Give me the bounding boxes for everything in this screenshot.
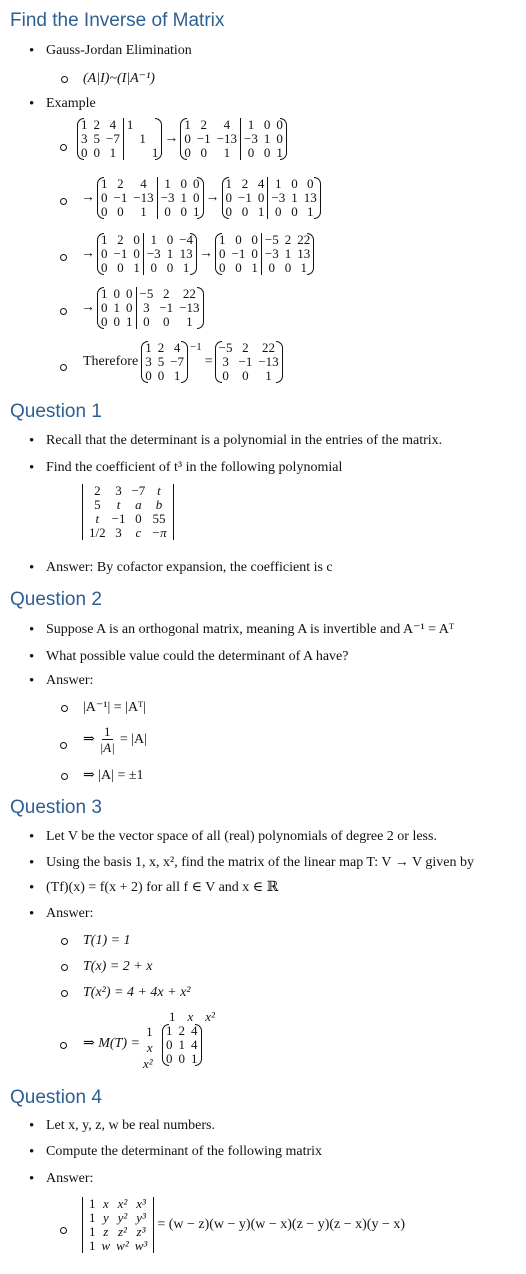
matrix-cell: 1 <box>89 1210 96 1225</box>
matrix-cell: 0 <box>193 190 200 205</box>
matrix-cell: 0 <box>178 1051 185 1066</box>
matrix-row <box>216 261 313 275</box>
matrix-cell: −5 <box>218 340 233 355</box>
matrix-cell: 1 <box>151 145 159 160</box>
matrix-cell: 2 <box>157 340 165 355</box>
matrix-cell: −5 <box>136 287 156 301</box>
matrix-cell: 2 <box>178 1023 185 1038</box>
arrow: → <box>81 190 95 205</box>
matrix-cell: 1 <box>143 233 163 247</box>
row-label: 1 <box>146 1024 153 1039</box>
matrix-cell: 22 <box>297 232 311 247</box>
matrix-cell: 1 <box>225 176 233 191</box>
matrix-augmented-final <box>98 287 203 329</box>
matrix-cell: 2 <box>117 232 124 247</box>
matrix-cell: z² <box>117 1224 127 1239</box>
matrix-cell: w² <box>116 1238 129 1253</box>
matrix-cell: x³ <box>136 1196 146 1211</box>
matrix-row <box>216 247 313 261</box>
matrix-cell: −1 <box>113 190 128 205</box>
matrix-cell: 0 <box>163 314 170 329</box>
matrix-cell: 2 <box>93 117 100 132</box>
matrix-cell <box>136 118 149 132</box>
matrix-cell: 0 <box>257 190 265 205</box>
matrix-cell: 1 <box>284 246 292 261</box>
q4-let: • Let x, y, z, w be real numbers. <box>46 1117 215 1135</box>
matrix-cell: 1 <box>109 145 117 160</box>
matrix-cell: 0 <box>291 176 298 191</box>
matrix-cell: t <box>95 511 100 526</box>
matrix-cell: 1 <box>81 117 88 132</box>
matrix-cell: 1 <box>145 340 152 355</box>
matrix-cell: 1 <box>300 260 307 275</box>
matrix-cell: 13 <box>297 246 311 261</box>
q3-s1: T(1) = 1 <box>83 933 131 948</box>
therefore-label: Therefore <box>83 354 139 369</box>
matrix-cell: 0 <box>81 145 88 160</box>
matrix-cell: 0 <box>101 204 108 219</box>
matrix-cell: −1 <box>238 190 252 205</box>
matrix-cell: 0 <box>263 145 271 160</box>
matrix-row <box>223 177 320 191</box>
matrix-augmented-start <box>78 118 161 160</box>
matrix-row <box>98 177 203 191</box>
matrix-cell: 22 <box>262 340 276 355</box>
matrix-augmented-step6 <box>216 233 313 275</box>
matrix-cell: 1/2 <box>89 525 106 540</box>
matrix-cell: −7 <box>170 354 185 369</box>
matrix-cell: 0 <box>180 204 188 219</box>
matrix-row <box>98 191 203 205</box>
matrix-cell: 0 <box>126 300 133 315</box>
matrix-cell: 0 <box>241 204 249 219</box>
matrix-cell: 0 <box>157 205 177 219</box>
matrix-cell: −1 <box>238 354 253 369</box>
column-label: x <box>187 1009 194 1024</box>
matrix-cell: 0 <box>276 131 283 146</box>
matrix-cell: 1 <box>123 118 136 132</box>
matrix-row <box>216 355 282 369</box>
matrix-cell: 0 <box>276 117 283 132</box>
matrix-cell: −1 <box>159 300 174 315</box>
q3-mt-label: ⇒ M(T) = <box>83 1036 140 1051</box>
matrix-row <box>78 118 161 132</box>
q3-let: • Let V be the vector space of all (real) polynomials of degree 2 or less. <box>46 828 437 846</box>
matrix-cell: 0 <box>200 145 208 160</box>
row-label: x² <box>143 1056 153 1071</box>
matrix-cell: 1 <box>133 260 140 275</box>
arrow: → <box>205 190 220 205</box>
matrix-cell: 1 <box>265 368 272 383</box>
q2-suppose: • Suppose A is an orthogonal matrix, meaning A is invertible and A⁻¹ = Aᵀ <box>46 621 454 639</box>
matrix-cell: 0 <box>143 261 163 275</box>
matrix-augmented-step4 <box>223 177 320 219</box>
matrix-cell: 13 <box>303 190 317 205</box>
matrix-cell: 0 <box>261 261 281 275</box>
matrix-cell: 0 <box>166 260 174 275</box>
matrix-cell: 1 <box>89 1224 96 1239</box>
q2-implies: ⇒ <box>83 732 95 747</box>
matrix-cell: 1 <box>184 117 191 132</box>
matrix-cell: 0 <box>193 176 200 191</box>
matrix-cell: 0 <box>101 190 108 205</box>
matrix-cell: 1 <box>223 145 231 160</box>
matrix-cell: 1 <box>186 314 193 329</box>
matrix-cell: −7 <box>131 483 146 498</box>
matrix-cell: −13 <box>258 354 279 369</box>
matrix-cell: 4 <box>173 340 181 355</box>
matrix-row <box>181 146 286 160</box>
matrix-cell: 0 <box>291 204 298 219</box>
matrix-cell: −13 <box>133 190 154 205</box>
matrix-cell: 0 <box>219 246 226 261</box>
matrix-cell: 1 <box>251 260 258 275</box>
q3-def: • (Tf)(x) = f(x + 2) for all f ∈ V and x ∈ ℝ <box>46 879 278 897</box>
matrix-cell: 2 <box>163 286 170 301</box>
matrix-cell: 0 <box>251 232 258 247</box>
matrix-cell: 5 <box>94 497 101 512</box>
q3-col-labels <box>163 1010 221 1024</box>
matrix-row <box>78 146 161 160</box>
matrix-cell: −1 <box>111 511 126 526</box>
q2-eq: = |A| <box>119 731 147 747</box>
matrix-cell: −1 <box>231 246 246 261</box>
example-row2 <box>78 177 320 219</box>
matrix-row <box>86 1211 150 1225</box>
matrix-row <box>86 526 170 540</box>
matrix-cell: 1 <box>291 190 298 205</box>
matrix-cell: 0 <box>263 117 271 132</box>
matrix-inverse <box>216 341 282 383</box>
matrix-cell: 0 <box>101 260 108 275</box>
matrix-cell: 1 <box>139 131 146 146</box>
matrix-cell: 1 <box>101 232 108 247</box>
matrix-cell: 0 <box>133 232 140 247</box>
matrix-cell: 1 <box>173 368 181 383</box>
matrix-cell: 0 <box>184 145 191 160</box>
matrix-cell: 1 <box>193 204 200 219</box>
arrow: → <box>164 131 179 146</box>
matrix-row <box>216 233 313 247</box>
matrix-cell: 1 <box>276 145 283 160</box>
q2-step2 <box>83 724 147 755</box>
matrix-cell: 1 <box>191 1051 198 1066</box>
arrow: → <box>81 300 95 315</box>
matrix-row <box>181 132 286 146</box>
matrix-cell: 0 <box>113 314 120 329</box>
matrix-cell: −7 <box>106 131 120 146</box>
q4-compute: • Compute the determinant of the following matrix <box>46 1143 322 1161</box>
matrix-cell: 0 <box>284 260 292 275</box>
matrix-cell: 2 <box>241 176 249 191</box>
matrix-cell: −1 <box>113 246 128 261</box>
matrix-cell: −1 <box>196 131 211 146</box>
matrix-cell: 3 <box>222 354 229 369</box>
q3-s2: T(x) = 2 + x <box>83 959 153 974</box>
arrow: → <box>199 246 214 261</box>
q1-answer: • Answer: By cofactor expansion, the coefficient is c <box>46 559 333 577</box>
q2-what: • What possible value could the determinant of A have? <box>46 648 348 666</box>
q4-determinant-row <box>82 1197 408 1253</box>
matrix-cell: 1 <box>180 190 188 205</box>
matrix-cell <box>123 132 136 146</box>
matrix-cell: 1 <box>219 232 226 247</box>
matrix-row <box>86 1225 150 1239</box>
matrix-cell: 3 <box>115 525 122 540</box>
matrix-cell: 1 <box>182 260 190 275</box>
matrix-cell: 0 <box>251 246 258 261</box>
matrix-cell: 0 <box>219 260 226 275</box>
matrix-cell: 1 <box>89 1238 96 1253</box>
matrix-cell: 1 <box>306 204 314 219</box>
matrix-cell: −3 <box>143 247 163 261</box>
q2-step1: |A⁻¹| = |Aᵀ| <box>83 700 146 715</box>
heading-question-2: Question 2 <box>10 589 102 610</box>
matrix-cell: 1 <box>257 204 265 219</box>
matrix-cell: 0 <box>166 1037 173 1052</box>
matrix-cell: 0 <box>133 246 140 261</box>
q3-using: • Using the basis 1, x, x², find the matrix of the linear map T: V → V given by <box>46 854 474 872</box>
matrix-row <box>86 512 170 526</box>
row-label: x <box>146 1040 153 1055</box>
matrix-cell: 22 <box>182 286 196 301</box>
matrix-cell: 1 <box>101 286 108 301</box>
matrix-cell: 1 <box>178 1037 185 1052</box>
matrix-cell: c <box>135 525 142 540</box>
matrix-row <box>98 205 203 219</box>
matrix-cell: 1 <box>166 246 174 261</box>
matrix-cell: 0 <box>268 205 288 219</box>
matrix-cell: y³ <box>136 1210 146 1225</box>
matrix-row <box>98 301 203 315</box>
matrix-cell: 0 <box>157 368 165 383</box>
matrix-cell: 0 <box>235 232 242 247</box>
matrix-cell: 1 <box>126 314 133 329</box>
matrix-cell: −3 <box>261 247 281 261</box>
matrix-cell: w³ <box>134 1238 148 1253</box>
q1-find: • Find the coefficient of t³ in the following polynomial <box>46 459 342 477</box>
matrix-row <box>181 118 286 132</box>
matrix-row <box>216 341 282 355</box>
heading-inverse: Find the Inverse of Matrix <box>10 10 225 31</box>
matrix-cell: y² <box>117 1210 128 1225</box>
matrix-row <box>98 247 196 261</box>
matrix-cell: 2 <box>242 340 249 355</box>
matrix-cell: 0 <box>117 260 124 275</box>
matrix-cell: 4 <box>140 176 147 191</box>
inverse-exponent: −1 <box>190 341 202 353</box>
matrix-cell: x² <box>117 1196 128 1211</box>
matrix-row <box>86 1197 150 1211</box>
matrix-cell: 1 <box>101 176 108 191</box>
matrix-row <box>223 205 320 219</box>
q2-fraction: $\frac{1}{|A|}$ <box>99 724 115 755</box>
matrix-cell: 1 <box>113 300 120 315</box>
matrix-cell: 2 <box>284 232 292 247</box>
matrix-row <box>78 132 161 146</box>
matrix-cell: z³ <box>136 1224 146 1239</box>
q3-matrix <box>163 1024 201 1066</box>
matrix-cell: 0 <box>93 145 100 160</box>
matrix-cell: 4 <box>191 1023 198 1038</box>
matrix-original <box>142 341 187 383</box>
q2-answer: • Answer: <box>46 672 93 690</box>
matrix-cell: 0 <box>166 1051 173 1066</box>
matrix-cell: 0 <box>180 176 188 191</box>
matrix-cell: 1 <box>89 1196 96 1211</box>
q3-row-labels <box>142 1024 156 1072</box>
matrix-cell: w <box>101 1238 111 1253</box>
matrix-cell: 3 <box>81 131 88 146</box>
heading-question-3: Question 3 <box>10 797 102 818</box>
matrix-row <box>86 498 170 512</box>
matrix-cell: −π <box>151 525 167 540</box>
matrix-cell: 2 <box>200 117 208 132</box>
matrix-cell: 1 <box>268 177 288 191</box>
q1-determinant <box>82 484 174 540</box>
q2-step3: ⇒ |A| = ±1 <box>83 768 144 783</box>
matrix-cell: 55 <box>152 511 166 526</box>
matrix-row <box>98 287 203 301</box>
equals-sign: = <box>204 354 213 369</box>
matrix-cell: −13 <box>179 300 200 315</box>
matrix-row <box>86 484 170 498</box>
matrix-cell: 1 <box>263 131 271 146</box>
q4-answer: • Answer: <box>46 1170 93 1188</box>
matrix-cell: 0 <box>166 232 174 247</box>
matrix-cell: 2 <box>117 176 124 191</box>
matrix-cell: 4 <box>257 176 265 191</box>
matrix-cell: 0 <box>101 246 108 261</box>
q3-answer: • Answer: <box>46 905 93 923</box>
matrix-cell: 0 <box>242 368 249 383</box>
example-row4 <box>78 287 203 329</box>
q4-determinant <box>82 1197 154 1253</box>
matrix-cell: 0 <box>136 315 156 329</box>
matrix-row <box>223 191 320 205</box>
matrix-row <box>98 315 203 329</box>
matrix-augmented-step2 <box>181 118 286 160</box>
matrix-augmented-step5 <box>98 233 196 275</box>
arrow: → <box>81 246 95 261</box>
matrix-row <box>98 233 196 247</box>
q4-result: = (w − z)(w − y)(w − x)(z − y)(z − x)(y − x) <box>157 1217 406 1232</box>
matrix-cell <box>123 146 136 160</box>
matrix-cell: 0 <box>225 204 233 219</box>
matrix-cell: 0 <box>145 368 152 383</box>
bullet-gauss-jordan: • Gauss-Jordan Elimination <box>46 42 192 60</box>
matrix-cell: 3 <box>136 301 156 315</box>
q3-s3: T(x²) = 4 + 4x + x² <box>83 985 191 1000</box>
matrix-augmented-step3 <box>98 177 203 219</box>
matrix-cell: 0 <box>117 204 124 219</box>
matrix-cell: 0 <box>184 131 191 146</box>
matrix-cell: a <box>135 497 142 512</box>
matrix-cell: 3 <box>145 354 152 369</box>
matrix-cell: b <box>155 497 163 512</box>
column-label: x² <box>205 1009 215 1024</box>
matrix-cell: −3 <box>157 191 177 205</box>
matrix-cell: y <box>102 1210 109 1225</box>
matrix-cell: 4 <box>191 1037 198 1052</box>
matrix-cell: 0 <box>306 176 314 191</box>
matrix-cell: 1 <box>166 1023 173 1038</box>
matrix-cell: 13 <box>179 246 193 261</box>
matrix-cell: 0 <box>135 511 142 526</box>
heading-question-1: Question 1 <box>10 401 102 422</box>
therefore-row <box>83 341 282 383</box>
matrix-cell: 2 <box>94 483 101 498</box>
matrix-cell: 0 <box>225 190 233 205</box>
matrix-cell: 5 <box>157 354 165 369</box>
matrix-cell: 0 <box>222 368 229 383</box>
matrix-cell: −5 <box>261 233 281 247</box>
matrix-cell: 0 <box>241 146 261 160</box>
matrix-cell: 1 <box>140 204 147 219</box>
matrix-row <box>98 261 196 275</box>
matrix-cell: 1 <box>157 177 177 191</box>
matrix-cell: −4 <box>179 232 194 247</box>
matrix-cell: 3 <box>115 483 122 498</box>
matrix-cell: 0 <box>235 260 242 275</box>
matrix-cell: −3 <box>241 132 261 146</box>
matrix-cell: 4 <box>109 117 117 132</box>
heading-question-4: Question 4 <box>10 1087 102 1108</box>
matrix-row <box>216 369 282 383</box>
matrix-cell: 5 <box>93 131 100 146</box>
bullet-example: • Example <box>46 95 96 113</box>
example-row3 <box>78 233 313 275</box>
column-label: 1 <box>169 1009 176 1024</box>
example-row1 <box>78 118 286 160</box>
matrix-cell: 0 <box>101 300 108 315</box>
matrix-cell: x <box>102 1196 109 1211</box>
matrix-cell: z <box>103 1224 109 1239</box>
matrix-cell: 0 <box>113 286 120 301</box>
matrix-cell: 0 <box>101 314 108 329</box>
matrix-cell: t <box>157 483 161 498</box>
matrix-cell: −13 <box>216 131 238 146</box>
matrix-cell: −3 <box>268 191 288 205</box>
matrix-cell <box>136 146 149 160</box>
matrix-cell: 4 <box>223 117 231 132</box>
matrix-cell: t <box>116 497 121 512</box>
matrix-cell: 1 <box>241 118 261 132</box>
q1-recall: • Recall that the determinant is a polynomial in the entries of the matrix. <box>46 432 442 450</box>
matrix-row <box>86 1239 150 1253</box>
matrix-cell: 0 <box>126 286 133 301</box>
gj-formula: (A|I)~(I|A⁻¹) <box>83 71 155 86</box>
